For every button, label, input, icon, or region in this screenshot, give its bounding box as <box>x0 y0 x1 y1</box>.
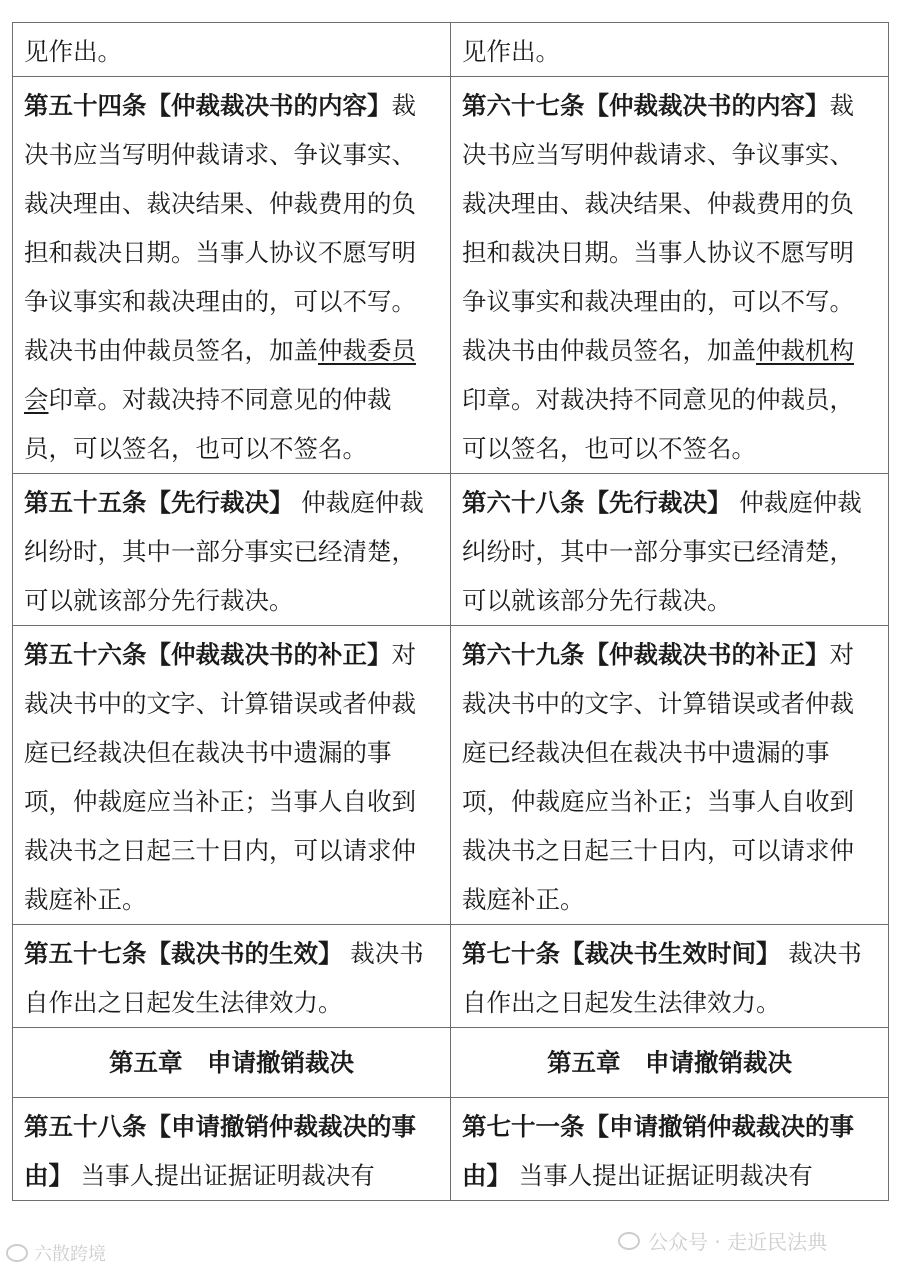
table-row <box>13 23 889 77</box>
article-text: 对裁决书中的文字、计算错误或者仲裁庭已经裁决但在裁决书中遗漏的事项，仲裁庭应当补正；当事人自收到裁决书之日起三十日内，可以请求仲裁庭补正。 <box>462 640 854 914</box>
table-row <box>13 77 889 474</box>
new-law-cell <box>451 1098 889 1201</box>
article-text: 见作出。 <box>462 37 560 66</box>
article-heading: 第六十七条【仲裁裁决书的内容】 <box>462 91 830 120</box>
old-law-cell <box>13 23 451 77</box>
watermark-left <box>6 1240 106 1266</box>
new-law-cell <box>451 77 889 474</box>
article-heading: 第六十八条【先行裁决】 <box>462 488 732 517</box>
article-heading: 第七十一条【申请撤销仲裁裁决的事由】 <box>462 1112 854 1190</box>
new-law-cell <box>451 1028 889 1098</box>
article-text: 印章。对裁决持不同意见的仲裁员，可以签名，也可以不签名。 <box>462 385 854 463</box>
article-text: 见作出。 <box>24 37 122 66</box>
table-row <box>13 1098 889 1201</box>
old-law-cell <box>13 626 451 925</box>
watermark-left-text: 六散跨境 <box>34 1244 106 1265</box>
article-heading: 第五十七条【裁决书的生效】 <box>24 939 343 968</box>
chapter-row <box>13 1028 889 1098</box>
comparison-table <box>12 22 889 1201</box>
underlined-change: 仲裁机构 <box>756 336 854 365</box>
article-heading: 第五十八条【申请撤销仲裁裁决的事由】 <box>24 1112 416 1190</box>
old-law-cell <box>13 1098 451 1201</box>
article-heading: 第五十六条【仲裁裁决书的补正】 <box>24 640 392 669</box>
chapter-title: 第五章 申请撤销裁决 <box>109 1048 354 1077</box>
chapter-title: 第五章 申请撤销裁决 <box>547 1048 792 1077</box>
article-text: 当事人提出证据证明裁决有 <box>73 1161 375 1190</box>
article-text: 裁决书自作出之日起发生法律效力。 <box>462 939 862 1017</box>
article-heading: 第五十五条【先行裁决】 <box>24 488 294 517</box>
old-law-cell <box>13 77 451 474</box>
new-law-cell <box>451 474 889 626</box>
wechat-icon <box>618 1232 640 1250</box>
article-text: 裁决书应当写明仲裁请求、争议事实、裁决理由、裁决结果、仲裁费用的负担和裁决日期。当事人协议不愿写明争议事实和裁决理由的，可以不写。裁决书由仲裁员签名，加盖 <box>24 91 416 365</box>
new-law-cell <box>451 626 889 925</box>
article-text: 仲裁庭仲裁纠纷时，其中一部分事实已经清楚，可以就该部分先行裁决。 <box>462 488 862 615</box>
chat-bubble-icon <box>6 1244 28 1262</box>
article-text: 当事人提出证据证明裁决有 <box>511 1161 813 1190</box>
article-text: 对裁决书中的文字、计算错误或者仲裁庭已经裁决但在裁决书中遗漏的事项，仲裁庭应当补正；当事人自收到裁决书之日起三十日内，可以请求仲裁庭补正。 <box>24 640 416 914</box>
watermark-right <box>618 1226 827 1255</box>
table-body <box>13 23 889 1201</box>
new-law-cell <box>451 23 889 77</box>
watermark-right-text: 公众号 · 走近民法典 <box>648 1230 828 1254</box>
table-row <box>13 474 889 626</box>
article-text: 仲裁庭仲裁纠纷时，其中一部分事实已经清楚，可以就该部分先行裁决。 <box>24 488 424 615</box>
article-text: 裁决书应当写明仲裁请求、争议事实、裁决理由、裁决结果、仲裁费用的负担和裁决日期。当事人协议不愿写明争议事实和裁决理由的，可以不写。裁决书由仲裁员签名，加盖 <box>462 91 854 365</box>
article-heading: 第五十四条【仲裁裁决书的内容】 <box>24 91 392 120</box>
old-law-cell <box>13 1028 451 1098</box>
underlined-change: 仲裁委员会 <box>24 336 416 414</box>
table-row <box>13 925 889 1028</box>
old-law-cell <box>13 474 451 626</box>
article-text: 印章。对裁决持不同意见的仲裁员，可以签名，也可以不签名。 <box>24 385 392 463</box>
article-heading: 第七十条【裁决书生效时间】 <box>462 939 781 968</box>
article-heading: 第六十九条【仲裁裁决书的补正】 <box>462 640 830 669</box>
old-law-cell <box>13 925 451 1028</box>
table-row <box>13 626 889 925</box>
new-law-cell <box>451 925 889 1028</box>
article-text: 裁决书自作出之日起发生法律效力。 <box>24 939 424 1017</box>
